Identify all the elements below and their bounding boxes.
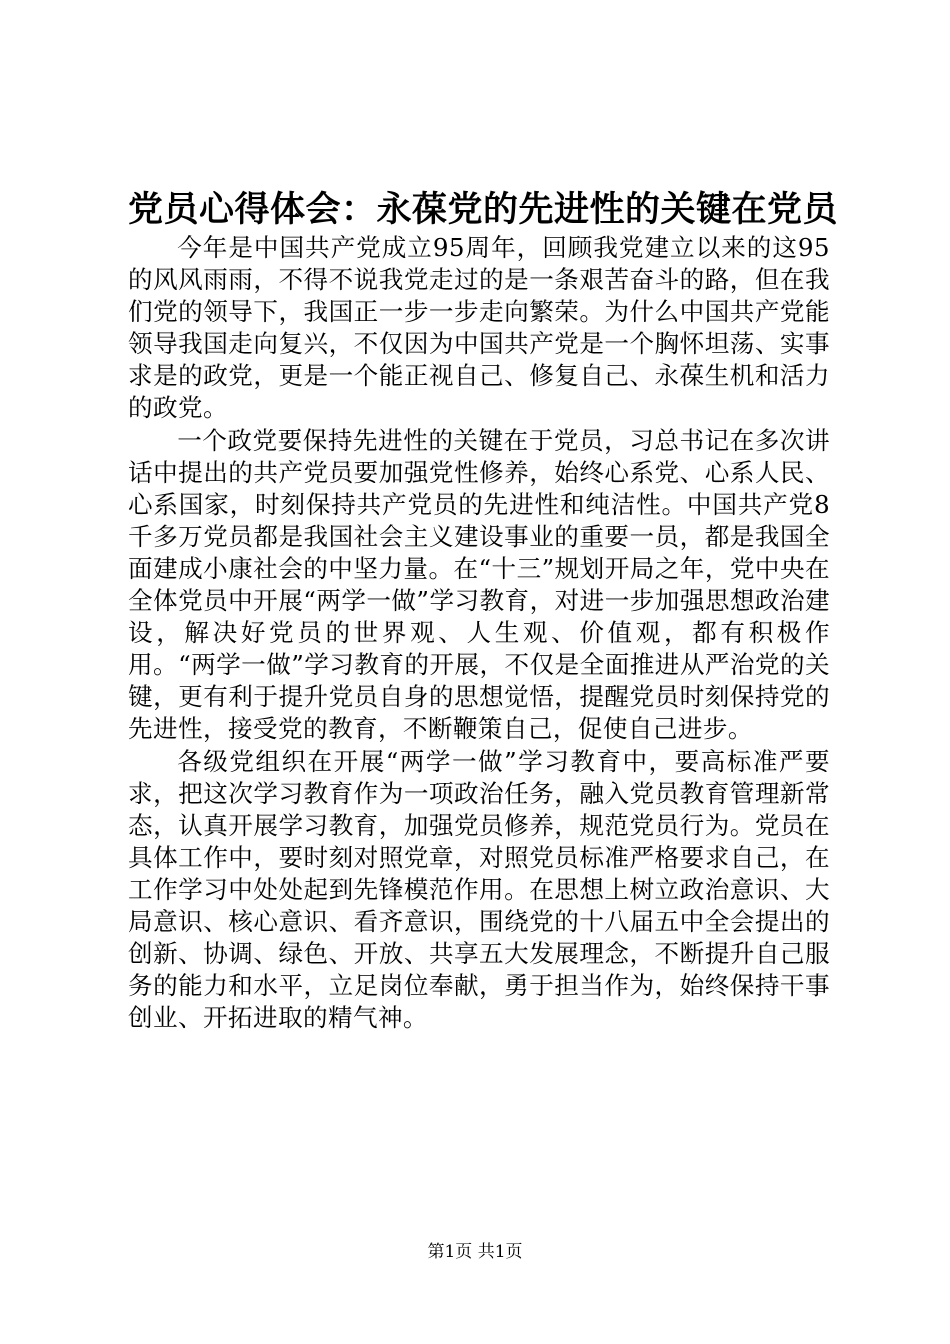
document-body	[128, 232, 830, 1034]
document-title: 党员心得体会：永葆党的先进性的关键在党员	[128, 189, 839, 230]
body-paragraph-2: 一个政党要保持先进性的关键在于党员，习总书记在多次讲话中提出的共产党员要加强党性修养，始终心系党、心系人民、心系国家，时刻保持共产党员的先进性和纯洁性。中国共产党8千多万党员都是我国社会主义建设事业的重要一员，都是我国全面建成小康社会的中坚力量。在“十三”规划开局之年，党中央在全体党员中开展“两学一做”学习教育，对进一步加强思想政治建设，解决好党员的世界观、人生观、价值观，都有积极作用。“两学一做”学习教育的开展，不仅是全面推进从严治党的关键，更有利于提升党员自身的思想觉悟，提醒党员时刻保持党的先进性，接受党的教育，不断鞭策自己，促使自己进步。	[128, 425, 830, 744]
page-number-footer: 第1页 共1页	[427, 1242, 523, 1262]
body-paragraph-3: 各级党组织在开展“两学一做”学习教育中，要高标准严要求，把这次学习教育作为一项政治任务，融入党员教育管理新常态，认真开展学习教育，加强党员修养，规范党员行为。党员在具体工作中，要时刻对照党章，对照党员标准严格要求自己，在工作学习中处处起到先锋模范作用。在思想上树立政治意识、大局意识、核心意识、看齐意识，围绕党的十八届五中全会提出的创新、协调、绿色、开放、共享五大发展理念，不断提升自己服务的能力和水平，立足岗位奉献，勇于担当作为，始终保持干事创业、开拓进取的精气神。	[128, 746, 830, 1033]
body-paragraph-1: 今年是中国共产党成立95周年，回顾我党建立以来的这95的风风雨雨，不得不说我党走过的是一条艰苦奋斗的路，但在我们党的领导下，我国正一步一步走向繁荣。为什么中国共产党能领导我国走向复兴，不仅因为中国共产党是一个胸怀坦荡、实事求是的政党，更是一个能正视自己、修复自己、永葆生机和活力的政党。	[128, 233, 830, 423]
